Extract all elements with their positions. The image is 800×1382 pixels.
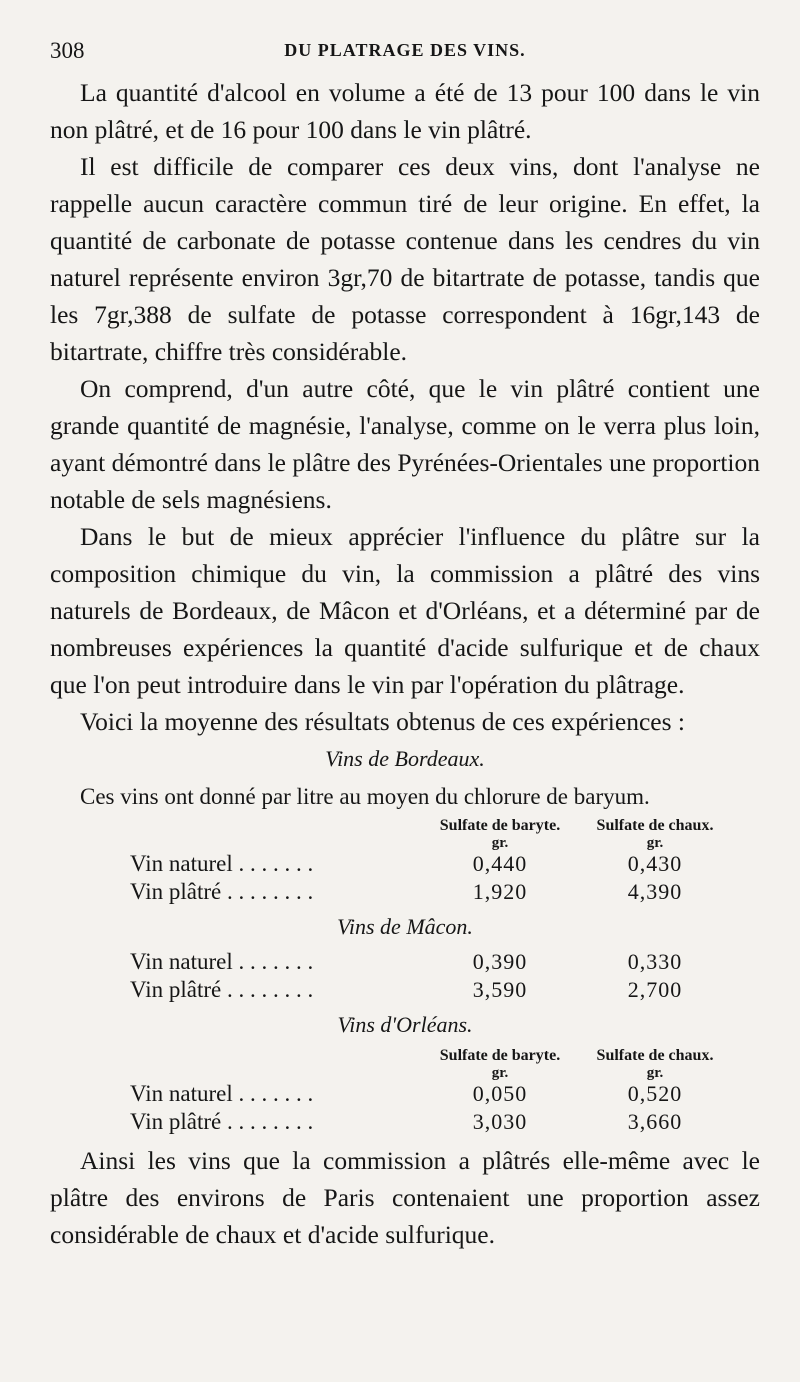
page-number: 308 — [50, 38, 85, 63]
table-header — [130, 1046, 760, 1066]
table-units — [130, 836, 760, 850]
cell-value: 1,920 — [472, 879, 528, 904]
cell-value: 0,390 — [472, 949, 528, 974]
results-table-macon — [130, 948, 760, 1004]
paragraph: Dans le but de mieux apprécier l'influence du plâtre sur la composition chimique du vin, la commission a plâtré des vins naturels de Bordeaux, de Mâcon et d'Orléans, et a déterminé par de nombreuses expériences la quantité d'acide sulfurique et de chaux que l'on peut introduire dans le vin par l'opération du plâtrage. — [50, 522, 760, 699]
row-label: Vin naturel . . . . . . . — [130, 1081, 314, 1106]
column-header: Sulfate de baryte. — [439, 817, 561, 834]
paragraph: On comprend, d'un autre côté, que le vin plâtré contient une grande quantité de magnésie, l'analyse, comme on le verra plus loin, ayant démontré dans le plâtre des Pyrénées-Orientales une proportion notable de sels magnésiens. — [50, 374, 760, 514]
table-row — [130, 878, 760, 906]
unit-label: gr. — [491, 1065, 509, 1081]
paragraph: Ainsi les vins que la commission a plâtrés elle-même avec le plâtre des environs de Paris contenaient une proportion assez considérable de chaux et d'acide sulfurique. — [50, 1146, 760, 1249]
cell-value: 4,390 — [627, 879, 683, 904]
paragraph: Il est difficile de comparer ces deux vins, dont l'analyse ne rappelle aucun caractère commun tiré de leur origine. En effet, la quantité de carbonate de potasse contenue dans les cendres du vin naturel représente environ 3gr,70 de bitartrate de potasse, tandis que les 7gr,388 de sulfate de potasse correspondent à 16gr,143 de bitartrate, chiffre très considérable. — [50, 152, 760, 366]
table-row — [130, 850, 760, 878]
cell-value: 3,660 — [627, 1109, 683, 1134]
row-label: Vin plâtré . . . . . . . . — [130, 1109, 314, 1134]
row-label: Vin plâtré . . . . . . . . — [130, 879, 314, 904]
table-row — [130, 948, 760, 976]
results-table-bordeaux — [130, 816, 760, 906]
cell-value: 0,430 — [627, 851, 683, 876]
row-label: Vin plâtré . . . . . . . . — [130, 977, 314, 1002]
paragraph: La quantité d'alcool en volume a été de 13 pour 100 dans le vin non plâtré, et de 16 pour 100 dans le vin plâtré. — [50, 78, 760, 144]
column-header: Sulfate de baryte. — [439, 1047, 561, 1064]
column-header: Sulfate de chaux. — [596, 1047, 714, 1064]
unit-label: gr. — [491, 835, 509, 851]
section-title-macon: Vins de Mâcon. — [337, 914, 473, 939]
section-title-bordeaux: Vins de Bordeaux. — [325, 746, 485, 771]
table-row — [130, 976, 760, 1004]
paragraph: Voici la moyenne des résultats obtenus de ces expériences : — [80, 707, 685, 736]
header-title: DU PLATRAGE DES VINS. — [284, 40, 526, 60]
results-table-orleans — [130, 1046, 760, 1136]
cell-value: 3,030 — [472, 1109, 528, 1134]
conclusion-block — [50, 1142, 760, 1253]
cell-value: 0,330 — [627, 949, 683, 974]
section-title-orleans: Vins d'Orléans. — [337, 1012, 473, 1037]
row-label: Vin naturel . . . . . . . — [130, 851, 314, 876]
cell-value: 0,440 — [472, 851, 528, 876]
section-note: Ces vins ont donné par litre au moyen du chlorure de baryum. — [80, 784, 650, 809]
table-row — [130, 1108, 760, 1136]
unit-label: gr. — [646, 1065, 664, 1081]
table-row — [130, 1080, 760, 1108]
table-units — [130, 1066, 760, 1080]
cell-value: 3,590 — [472, 977, 528, 1002]
row-label: Vin naturel . . . . . . . — [130, 949, 314, 974]
column-header: Sulfate de chaux. — [596, 817, 714, 834]
cell-value: 2,700 — [627, 977, 683, 1002]
table-header — [130, 816, 760, 836]
cell-value: 0,050 — [472, 1081, 528, 1106]
cell-value: 0,520 — [627, 1081, 683, 1106]
running-head — [50, 34, 760, 74]
body-text — [50, 74, 760, 740]
unit-label: gr. — [646, 835, 664, 851]
